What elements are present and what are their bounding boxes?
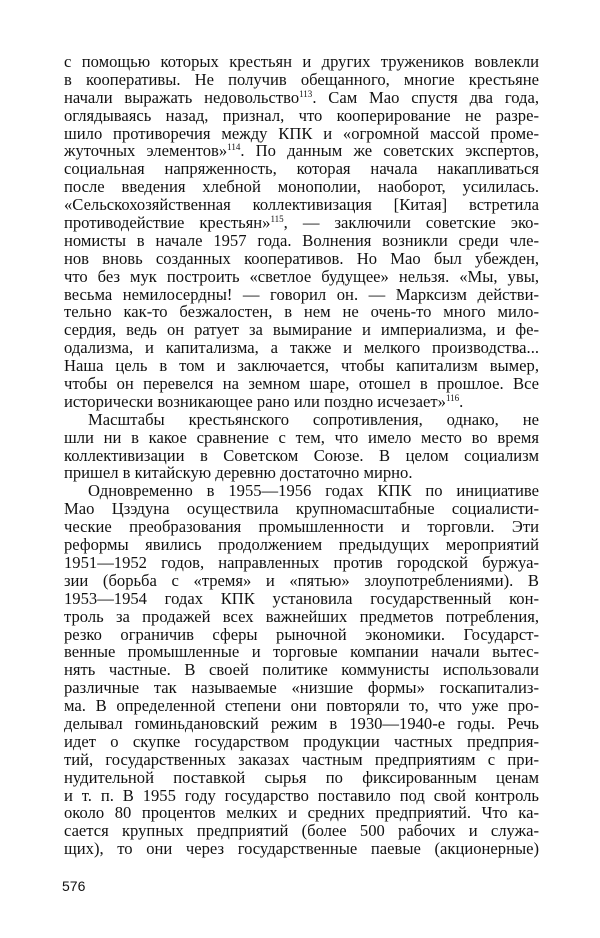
text-line: идет о скупке государством продукции частных предприя- bbox=[64, 731, 539, 751]
text-line: шли ни в какое сравнение с тем, что имело место во время bbox=[64, 427, 539, 447]
text-line: исторически возникающее рано или поздно исчезает»$^{116}$. bbox=[64, 391, 464, 411]
footnote-ref-113[interactable]: 113 bbox=[299, 88, 313, 99]
text-line: номисты в начале 1957 года. Волнения возникли среди чле- bbox=[64, 230, 539, 250]
text-line: чтобы он перевелся на земном шаре, отошел в прошлое. Все bbox=[64, 374, 539, 394]
text-line: зии (борьба с «тремя» и «пятью» злоупотреблениями). В bbox=[64, 570, 539, 590]
text-line: различные так называемые «низшие формы» госкапитализ- bbox=[64, 678, 539, 698]
text-line: тий, государственных заказах частным предприятиям с при- bbox=[64, 749, 539, 769]
text-line: Одновременно в 1955—1956 годах КПК по инициативе bbox=[88, 481, 539, 501]
page-body bbox=[64, 53, 539, 858]
text-line: жуточных элементов»$^{114}$. По данным же советских экспертов, bbox=[64, 141, 539, 161]
text-line: оглядываясь назад, признал, что кооперирование не разре- bbox=[64, 105, 539, 125]
text-line: Масштабы крестьянского сопротивления, однако, не bbox=[88, 409, 539, 429]
page-number: 576 bbox=[62, 878, 86, 894]
text-line: около 80 процентов мелких и средних предприятий. Что ка- bbox=[64, 803, 539, 823]
text-line: начали выражать недовольство$^{113}$. Сам Мао спустя два года, bbox=[64, 87, 540, 107]
footnote-ref-115[interactable]: 115 bbox=[270, 214, 284, 225]
text-line: коллективизации в Советском Союзе. В целом социализм bbox=[64, 445, 539, 465]
text-line: что без мук построить «светлое будущее» нельзя. «Мы, увы, bbox=[64, 266, 539, 286]
text-line: ма. В определенной степени они повторяли то, что уже про- bbox=[64, 696, 539, 716]
text-line: Наша цель в том и заключается, чтобы капитализм вымер, bbox=[64, 356, 539, 376]
text-line: одализма, и капитализма, а также и мелкого производства... bbox=[64, 338, 539, 358]
text-line: сердия, ведь он ратует за вымирание и империализма, и фе- bbox=[64, 320, 539, 340]
footnote-ref-116[interactable]: 116 bbox=[445, 392, 460, 403]
text-line: тельно как-то безжалостен, в нем не очень-то много мило- bbox=[64, 302, 539, 322]
text-line: противодействие крестьян»$^{115}$, — заключили советские эко- bbox=[64, 213, 539, 233]
text-line: в кооперативы. Не получив обещанного, многие крестьяне bbox=[64, 69, 539, 89]
text-line: 1951—1952 годов, направленных против городской буржуа- bbox=[64, 552, 539, 572]
text-line: весьма немилосердны! — говорил он. — Марксизм действи- bbox=[64, 284, 539, 304]
text-line: щих), то они через государственные паевые (акционерные) bbox=[64, 839, 539, 859]
text-line: «Сельскохозяйственная коллективизация [Китая] встретила bbox=[64, 195, 539, 215]
text-line: троль за продажей всех важнейших предметов потребления, bbox=[64, 606, 539, 626]
text-line: ческие преобразования промышленности и торговли. Эти bbox=[64, 517, 539, 537]
text-line: Мао Цзэдуна осуществила крупномасштабные социалисти- bbox=[64, 499, 539, 519]
text-line: реформы явились продолжением предыдущих мероприятий bbox=[64, 535, 539, 555]
text-line: венные промышленные и торговые компании начали вытес- bbox=[64, 642, 539, 662]
text-line: социальная напряженность, которая начала накапливаться bbox=[64, 159, 539, 179]
text-line: после введения хлебной монополии, наоборот, усилилась. bbox=[64, 177, 539, 197]
paragraph-1 bbox=[64, 53, 539, 411]
text-line: 1953—1954 годах КПК установила государственный кон- bbox=[64, 588, 539, 608]
text-line: пришел в китайскую деревню достаточно мирно. bbox=[64, 463, 413, 483]
text-line: нов вновь созданных кооперативов. Но Мао был убежден, bbox=[64, 248, 539, 268]
text-line: делывал гоминьдановский режим в 1930—1940-е годы. Речь bbox=[64, 713, 539, 733]
paragraph-3 bbox=[64, 482, 539, 858]
text-line: и т. п. В 1955 году государство поставило под свой контроль bbox=[64, 785, 539, 805]
text-line: с помощью которых крестьян и других тружеников вовлекли bbox=[64, 52, 539, 71]
footnote-ref-114[interactable]: 114 bbox=[227, 142, 241, 153]
text-line: нудительной поставкой сырья по фиксированным ценам bbox=[64, 767, 539, 787]
text-line: сается крупных предприятий (более 500 рабочих и служа- bbox=[64, 821, 539, 841]
text-line: нять частные. В своей политике коммунисты использовали bbox=[64, 660, 539, 680]
paragraph-2 bbox=[64, 411, 539, 483]
text-line: шило противоречия между КПК и «огромной массой проме- bbox=[64, 123, 539, 143]
text-line: резко ограничив сферы рыночной экономики. Государст- bbox=[64, 624, 539, 644]
